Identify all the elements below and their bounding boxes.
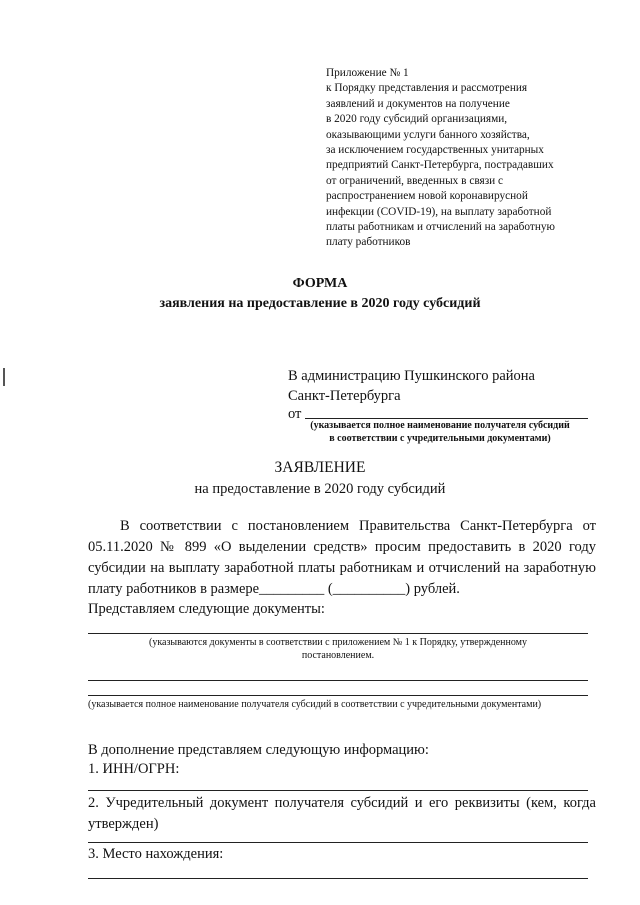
founding-doc-field-line[interactable] (88, 842, 588, 843)
statement-paragraph-text: В соответствии с постановлением Правительства Санкт-Петербурга от 05.11.2020 № 899 «О выделении средств» просим предоставить в 2020 году субсидии на выплату заработной платы работникам и отчислений на заработную плату работников в размере_________ (__________) рублей. (88, 518, 596, 597)
statement-subtitle: на предоставление в 2020 году субсидий (194, 481, 446, 497)
from-label: от (288, 406, 302, 422)
appendix-line: к Порядку представления и рассмотрения (326, 82, 528, 95)
appendix-line: плату работников (326, 236, 411, 249)
form-subtitle: заявления на предоставление в 2020 году субсидий (159, 296, 481, 311)
from-field-line[interactable] (305, 418, 588, 419)
location-label: 3. Место нахождения: (88, 846, 224, 862)
documents-heading: Представляем следующие документы: (88, 601, 325, 617)
documents-hint-line1: (указываются документы в соответствии с приложением № 1 к Порядку, утвержденному (149, 637, 527, 648)
scan-margin-mark (3, 368, 5, 386)
appendix-line: Приложение № 1 (326, 67, 409, 79)
founding-doc-text: 2. Учредительный документ получателя субсидий и его реквизиты (кем, когда утвержден) (88, 795, 596, 832)
location-field-line[interactable] (88, 878, 588, 879)
documents-hint (88, 637, 588, 662)
appendix-line: предприятий Санкт-Петербурга, пострадавших (326, 159, 554, 172)
appendix-line: от ограничений, введенных в связи с (326, 174, 504, 187)
inn-ogrn-label: 1. ИНН/ОГРН: (88, 761, 180, 777)
recipient-field-line[interactable] (88, 695, 588, 696)
recipient-hint: (указывается полное наименование получателя субсидий в соответствии с учредительными документами) (88, 699, 542, 710)
appendix-line: в 2020 году субсидий организациями, (326, 113, 508, 126)
from-hint-line1: (указывается полное наименование получателя субсидий (310, 420, 570, 431)
addressee-line1: В администрацию Пушкинского района (288, 368, 535, 384)
from-hint-line2: в соответствии с учредительными документами) (329, 432, 551, 444)
founding-doc-label (88, 793, 596, 835)
appendix-line: заявлений и документов на получение (326, 97, 510, 110)
additional-heading: В дополнение представляем следующую информацию: (88, 742, 429, 758)
inn-ogrn-field-line[interactable] (88, 790, 588, 791)
appendix-line: инфекции (COVID-19), на выплату заработной (326, 205, 552, 218)
appendix-block (326, 66, 626, 251)
documents-field-line-2[interactable] (88, 680, 588, 681)
statement-title: ЗАЯВЛЕНИЕ (274, 459, 366, 476)
from-hint (290, 420, 590, 445)
form-title: ФОРМА (292, 276, 348, 291)
appendix-line: распространением новой коронавирусной (326, 190, 528, 203)
documents-field-line[interactable] (88, 633, 588, 634)
statement-paragraph (88, 516, 596, 600)
appendix-line: оказывающими услуги банного хозяйства, (326, 128, 530, 141)
appendix-line: платы работникам и отчислений на заработную (326, 221, 555, 234)
documents-hint-line2: постановлением. (301, 649, 375, 661)
appendix-line: за исключением государственных унитарных (326, 144, 544, 157)
addressee-line2: Санкт-Петербурга (288, 388, 401, 404)
